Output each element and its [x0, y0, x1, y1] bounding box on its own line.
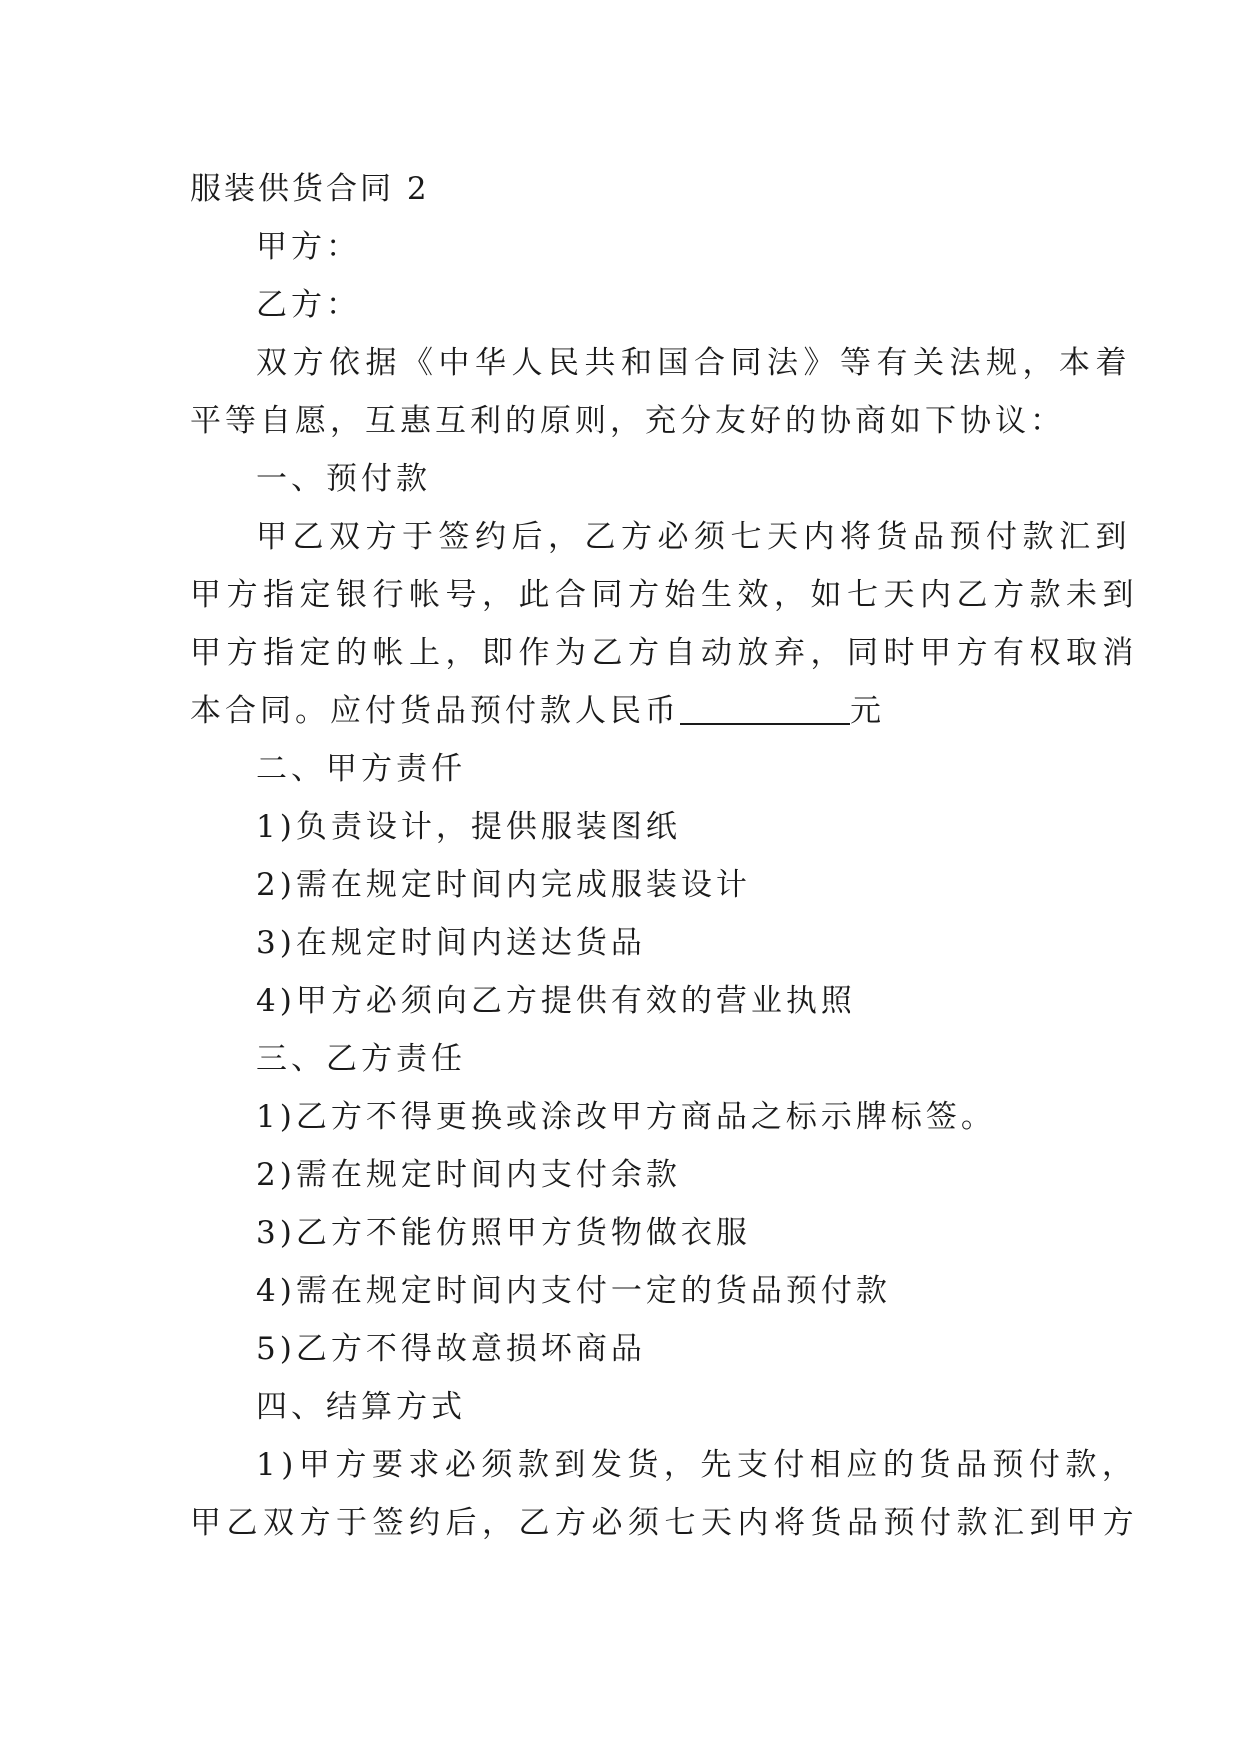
currency-unit: 元 [850, 693, 885, 729]
section-2-heading: 二、甲方责仟 [256, 751, 466, 787]
section-3-item: 5)乙方不得故意损坏商品 [256, 1331, 646, 1367]
section-1-paragraph-line-3: 甲方指定的帐上，即作为乙方自动放弃，同时甲方有权取消 [190, 635, 1139, 671]
section-3-item: 3)乙方不能仿照甲方货物做衣服 [256, 1215, 751, 1251]
section-2-item: 3)在规定时间内送达货品 [256, 925, 646, 961]
section-1-paragraph-line-4 [190, 682, 1060, 740]
prepayment-amount-blank [680, 689, 850, 725]
section-4-paragraph-line-1: 1)甲方要求必须款到发货，先支付相应的货品预付款， [256, 1447, 1139, 1483]
section-2-item: 4)甲方必须向乙方提供有效的营业执照 [256, 983, 856, 1019]
section-4-paragraph-line-2: 甲乙双方于签约后，乙方必须七天内将货品预付款汇到甲方 [190, 1505, 1139, 1541]
document-title: 服装供货合同 2 [190, 171, 430, 207]
section-2-item: 1)负责设计，提供服装图纸 [256, 809, 681, 845]
party-b-label: 乙方： [256, 287, 361, 323]
prepayment-amount-label: 本合同。应付货品预付款人民币 [190, 693, 680, 729]
section-3-item: 4)需在规定时间内支付一定的货品预付款 [256, 1273, 891, 1309]
section-3-item: 2)需在规定时间内支付余款 [256, 1157, 681, 1193]
party-a-label: 甲方： [256, 229, 361, 265]
document-body [190, 160, 1139, 1552]
intro-paragraph-line-2: 平等自愿，互惠互利的原则，充分友好的协商如下协议： [190, 403, 1065, 439]
section-3-item: 1)乙方不得更换或涂改甲方商品之标示牌标签。 [256, 1099, 996, 1135]
section-1-paragraph-line-2: 甲方指定银行帐号，此合同方始生效，如七天内乙方款未到 [190, 577, 1139, 613]
section-1-heading: 一、预付款 [256, 461, 431, 497]
intro-paragraph-line-1: 双方依据《中华人民共和国合同法》等有关法规，本着 [256, 345, 1132, 381]
section-3-heading: 三、乙方责任 [256, 1041, 466, 1077]
section-2-item: 2)需在规定时间内完成服装设计 [256, 867, 751, 903]
section-1-paragraph-line-1: 甲乙双方于签约后，乙方必须七天内将货品预付款汇到 [256, 519, 1132, 555]
section-4-heading: 四、结算方式 [256, 1389, 466, 1425]
